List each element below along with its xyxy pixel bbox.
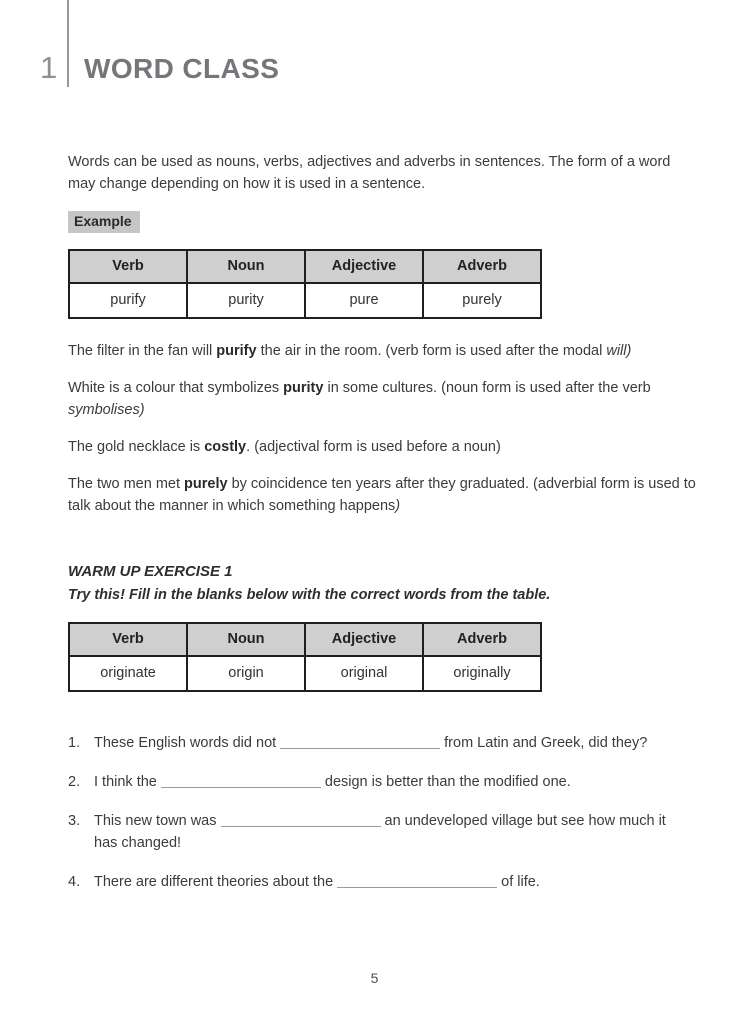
example-sentence — [68, 436, 700, 458]
sentence-italic-word: symbolises) — [68, 402, 145, 418]
unit-title: WORD CLASS — [84, 53, 280, 84]
table-cell-noun: origin — [187, 656, 305, 691]
sentence-bold-word: purify — [216, 343, 257, 359]
item-number: 2. — [68, 774, 81, 790]
example-sentence — [68, 473, 700, 517]
fill-blank — [161, 774, 321, 788]
table-header-row — [69, 250, 541, 283]
sentence-italic-word: ) — [395, 498, 401, 514]
sentence-text: in some cultures. (noun form is used after the verb — [323, 380, 651, 396]
item-number: 1. — [68, 735, 81, 751]
intro-paragraph: Words can be used as nouns, verbs, adjectives and adverbs in sentences. The form of a word may change depending on how it is used in a sentence. — [68, 154, 671, 192]
sentence-text: The filter in the fan will — [68, 343, 217, 359]
sentence-bold-word: costly — [204, 439, 247, 455]
exercise-list — [68, 732, 700, 893]
sentence-text: The two men met — [68, 476, 185, 492]
exercise-item-2 — [68, 771, 700, 793]
fill-blank — [221, 813, 381, 827]
table-header-noun: Noun — [187, 623, 305, 656]
table-cell-adjective: pure — [305, 283, 423, 318]
sentence-bold-word: purely — [184, 476, 228, 492]
sentence-text: . (adjectival form is used before a noun) — [246, 439, 501, 455]
page-number: 5 — [370, 970, 379, 986]
item-text — [94, 871, 672, 893]
sentence-bold-word: purity — [283, 380, 324, 396]
table-cell-adverb: purely — [423, 283, 541, 318]
warmup-word-table — [68, 622, 542, 692]
table-header-adjective: Adjective — [305, 250, 423, 283]
sentence-text: the air in the room. (verb form is used after the modal — [256, 343, 607, 359]
table-header-verb: Verb — [69, 623, 187, 656]
item-text-pre: I think the — [94, 774, 157, 790]
table-header-noun: Noun — [187, 250, 305, 283]
warmup-exercise-instruction: Try this! Fill in the blanks below with the correct words from the table. — [68, 587, 551, 603]
table-cell-verb: originate — [69, 656, 187, 691]
item-text-pre: These English words did not — [94, 735, 277, 751]
example-sentence — [68, 340, 700, 362]
item-text — [94, 732, 672, 754]
example-word-table — [68, 249, 542, 319]
item-text — [94, 771, 672, 793]
unit-header-divider — [67, 0, 69, 87]
table-data-row — [69, 656, 541, 691]
exercise-item-1 — [68, 732, 700, 754]
exercise-item-3 — [68, 810, 700, 854]
item-text-post: design is better than the modified one. — [324, 774, 571, 790]
example-label: Example — [68, 211, 140, 233]
table-header-row — [69, 623, 541, 656]
page-content — [68, 151, 700, 893]
fill-blank — [337, 874, 497, 888]
table-header-verb: Verb — [69, 250, 187, 283]
item-text-post: from Latin and Greek, did they? — [444, 735, 648, 751]
example-sentences — [68, 340, 700, 517]
table-cell-adverb: originally — [423, 656, 541, 691]
table-header-adjective: Adjective — [305, 623, 423, 656]
warmup-exercise-heading: WARM UP EXERCISE 1 — [68, 563, 233, 580]
item-text-post: an undeveloped village but see how much it — [384, 813, 666, 829]
sentence-italic-word: will) — [606, 343, 632, 359]
sentence-text: The gold necklace is — [68, 439, 205, 455]
item-text-line2: has changed! — [94, 835, 182, 851]
unit-number: 1 — [40, 50, 58, 85]
item-text — [94, 810, 672, 854]
table-cell-noun: purity — [187, 283, 305, 318]
item-text-post: of life. — [501, 874, 540, 890]
example-sentence — [68, 377, 700, 421]
exercise-item-4 — [68, 871, 700, 893]
table-data-row — [69, 283, 541, 318]
item-text-pre: There are different theories about the — [94, 874, 334, 890]
item-number: 4. — [68, 874, 81, 890]
fill-blank — [280, 735, 440, 749]
table-header-adverb: Adverb — [423, 250, 541, 283]
table-header-adverb: Adverb — [423, 623, 541, 656]
item-number: 3. — [68, 813, 81, 829]
sentence-text: White is a colour that symbolizes — [68, 380, 284, 396]
sentence-text: by coincidence ten years after they graduated. (adverbial form is used to talk about the manner in which something happens — [68, 476, 696, 514]
table-cell-verb: purify — [69, 283, 187, 318]
table-cell-adjective: original — [305, 656, 423, 691]
item-text-pre: This new town was — [94, 813, 217, 829]
